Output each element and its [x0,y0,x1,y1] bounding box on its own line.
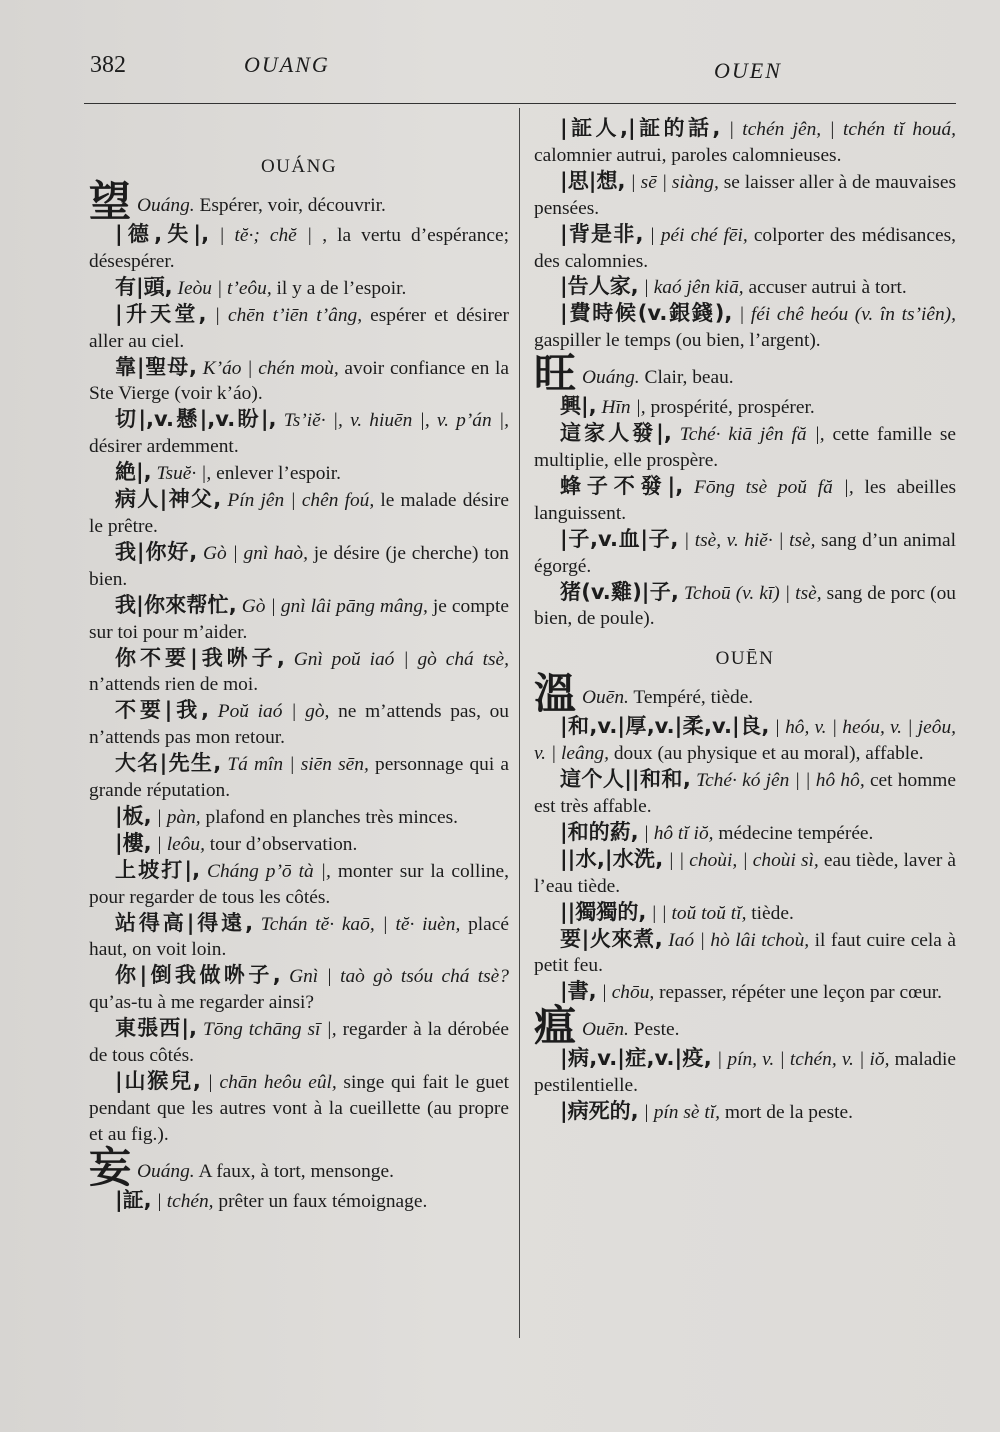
entry-definition: il faut cuire cela à petit feu. [534,929,956,977]
entry-chinese: |山猴兒, [115,1069,201,1093]
entry-chinese: |告人家, [560,274,639,299]
dictionary-entry [89,1016,509,1069]
entry-chinese: |樓, [115,830,152,855]
entry-definition: qu’as-tu à me regarder ainsi? [89,992,315,1014]
entry-definition: plafond en planches très minces. [205,806,459,828]
entry-chinese: 絶|, [115,460,152,485]
entry-chinese: 有|頭, [115,274,173,299]
headword-entry [89,177,509,226]
entry-chinese: |証, [115,1187,152,1212]
right-column [534,114,956,1126]
entry-chinese: 猪(v.雞)|子, [560,579,679,604]
entry-romanization: | hô tĭ iŏ, [643,822,714,844]
headword-gloss: Espérer, voir, découvrir. [199,195,386,216]
entry-chinese: |病,v.|症,v.|疫, [560,1046,712,1071]
entry-romanization: Tōng tchāng sī |, [202,1019,337,1041]
dictionary-entry [534,767,956,820]
entry-chinese: 蜂子不發|, [560,473,684,498]
entry-definition: ne m’attends pas, ou n’attends pas mon retour. [89,701,509,749]
entry-chinese: 我|你好, [115,539,198,564]
entry-chinese: 病人|神父, [115,487,222,512]
entry-romanization: Tché· kiā jên fă |, [679,424,825,446]
entry-definition: avoir confiance en la Ste Vierge (voir k’áo). [89,357,509,405]
entry-definition: médecine tempérée. [718,822,874,844]
headword-character: 妄 [89,1142,132,1192]
entry-romanization: Gnì | taò gò tsóu chá tsè? [289,966,509,988]
entry-romanization: Iaó | hò lâi tchoù, [668,929,810,951]
dictionary-entry [89,540,509,593]
entry-romanization: Pín jên | chên foú, [227,490,375,512]
dictionary-entry [534,394,956,421]
entry-chinese: 站得高|得遠, [115,910,254,935]
dictionary-entry [534,1046,956,1099]
entry-definition: sang de porc (ou bien, de poule). [534,582,956,630]
dictionary-entry [534,274,956,301]
dictionary-entry [534,169,956,222]
headword-entry [89,1142,509,1192]
entry-romanization: | tchén, [156,1190,214,1212]
entry-chinese: 上坡打|, [115,857,201,882]
entry-definition: se laisser aller à de mauvaises pensées. [534,171,956,219]
entry-chinese: |子,v.血|子, [560,526,679,551]
entry-definition: personnage qui a grande réputation. [89,754,509,802]
entry-chinese: |板, [115,803,152,828]
entry-romanization: Ieòu | t’eôu, [177,277,272,299]
entry-romanization: | pín, v. | tchén, v. | iŏ, [716,1049,890,1071]
entry-definition: cet homme est très affable. [534,770,956,818]
entry-definition: calomnier autrui, paroles calomnieuses. [534,144,842,166]
dictionary-entry [89,355,509,408]
entry-romanization: | sē | siàng, [630,171,719,193]
entry-chinese: 靠|聖母, [115,354,198,379]
dictionary-entry [89,858,509,911]
dictionary-entry [89,963,509,1016]
entry-definition: n’attends rien de moi. [89,674,259,696]
entry-chinese: ||獨獨的, [560,899,647,924]
dictionary-entry [89,487,509,540]
entry-romanization: Hīn |, [601,397,646,419]
entry-definition: doux (au physique et au moral), affable. [613,743,924,765]
dictionary-entry [89,275,509,302]
entry-chinese: |和的葯, [560,819,639,844]
entry-definition: cette famille se multiplie, elle prospère. [534,424,956,471]
headword-entry [534,1001,956,1051]
entry-chinese: |德,失|, [115,222,210,246]
entry-chinese: |和,v.|厚,v.|柔,v.|良, [560,714,770,739]
entry-definition: espérer et désirer aller au ciel. [89,304,509,352]
entry-chinese: 切|,v.懸|,v.盼|, [115,407,277,432]
entry-definition: colporter des médisances, des calomnies. [534,224,956,272]
entry-definition: il y a de l’espoir. [276,277,407,299]
dictionary-entry [89,593,509,646]
entry-definition: les abeilles languissent. [534,476,956,524]
entry-definition: le malade désire le prêtre. [89,490,509,537]
entry-chinese: 這家人發|, [560,421,672,446]
dictionary-entry [534,847,956,900]
running-head-right: OUEN [714,58,782,83]
entry-definition: prospérité, prospérer. [650,397,815,419]
dictionary-entry [534,421,956,474]
dictionary-entry [534,820,956,847]
dictionary-entry [534,527,956,580]
entry-definition: sang d’un animal égorgé. [534,529,956,577]
running-head-left: OUANG [244,52,330,77]
entry-definition: repasser, répéter une leçon par cœur. [659,982,943,1004]
dictionary-entry [89,911,509,964]
entry-chinese: 你不要|我𠰻子, [115,645,285,670]
entry-romanization: | chān heôu eûl, [207,1072,337,1093]
entry-definition: , la vertu d’espérance; désespérer. [89,225,509,272]
dictionary-entry [534,222,956,275]
dictionary-entry [89,646,509,699]
entry-romanization: | pàn, [156,806,201,828]
entry-chinese: |背是非, [560,221,644,246]
entry-definition: désirer ardemment. [89,436,239,458]
dictionary-entry [89,804,509,831]
entry-chinese: |思|想, [560,168,626,193]
headword-romanization: Ouēn. [582,687,629,709]
dictionary-entry [534,580,956,633]
section-heading: OUÁNG [260,156,338,177]
entry-romanization: Tché· kó jên | | hô hô, [696,770,865,792]
entry-romanization: K’áo | chén moù, [202,357,339,379]
entry-romanization: | chōu, [601,982,655,1004]
entry-chinese: 要|火來煮, [560,926,663,951]
entry-definition: monter sur la colline, pour regarder de tous les côtés. [89,860,509,908]
entry-definition: tour d’observation. [209,833,358,855]
headword-romanization: Ouēn. [582,1019,629,1041]
dictionary-entry [89,302,509,355]
entry-chinese: 大名|先生, [115,751,222,776]
entry-definition: accuser autrui à tort. [748,277,907,299]
entry-romanization: | kaó jên kiā, [643,277,744,299]
headword-entry [534,349,956,399]
entry-definition: prêter un faux témoignage. [218,1190,428,1212]
dictionary-entry [89,831,509,858]
headword-romanization: Ouáng. [582,367,640,389]
entry-chinese: 興|, [560,394,597,419]
entry-romanization: | tsè, v. hiĕ· | tsè, [683,529,816,551]
entry-definition: mort de la peste. [724,1102,853,1124]
entry-romanization: Gò | gnì lâi pāng mâng, [241,595,428,617]
entry-romanization: | leôu, [156,833,205,855]
entry-romanization: | péi ché fēi, [649,224,748,246]
dictionary-entry [534,301,956,354]
entry-chinese: |費時候(v.銀錢), [560,301,733,326]
entry-romanization: Gò | gnì haò, [203,542,308,564]
page-number: 382 [90,52,126,78]
entry-romanization: Ts’iĕ· |, v. hiuēn |, v. p’án |, [283,410,509,432]
headword-gloss: Clair, beau. [644,367,734,389]
entry-definition: singe qui fait le guet pendant que les autres vont à la cueillette (au propre et au fig.). [89,1072,509,1145]
entry-romanization: Cháng p’ō tà |, [207,860,331,882]
entry-chinese: |升天堂, [115,301,207,326]
headword-gloss: A faux, à tort, mensonge. [198,1160,394,1182]
entry-chinese: ||水,|水洗, [560,846,664,871]
headword-gloss: Peste. [633,1019,680,1041]
entry-romanization: Poŭ iaó | gò, [217,701,330,723]
entry-romanization: | hô, v. | heóu, v. | jeôu, v. | leâng, [534,717,956,765]
entry-romanization: Gnì poŭ iaó | gò chá tsè, [293,648,509,670]
headword-entry [534,669,956,719]
entry-definition: je compte sur toi pour m’aider. [89,595,509,643]
entry-definition: regarder à la dérobée de tous côtés. [89,1019,509,1067]
headword-character: 瘟 [534,1001,577,1051]
entry-romanization: | tchén jên, | tchén tĭ houá, [728,119,957,140]
left-column [89,114,509,1215]
entry-definition: gaspiller le temps (ou bien, l’argent). [534,330,821,352]
entry-romanization: Tchán tĕ· kaō, | tĕ· iuèn, [260,913,461,935]
entry-chinese: |病死的, [560,1099,639,1124]
entry-romanization: | chēn t’iēn t’âng, [214,304,363,326]
entry-chinese: 你|倒我做𠰻子, [115,963,281,988]
dictionary-entry [89,1188,509,1215]
entry-romanization: | pín sè tĭ, [643,1102,720,1124]
dictionary-entry [89,698,509,751]
page-header [80,52,960,92]
entry-romanization: Tchoū (v. kī) | tsè, [683,582,822,604]
entry-romanization: Fōng tsè poŭ fă |, [693,476,854,498]
header-rule [84,103,956,104]
entry-romanization: | tĕ·; chĕ | [219,225,313,246]
headword-character: 望 [89,177,132,226]
entry-chinese: |証人,|証的話, [560,116,721,140]
dictionary-entry [534,979,956,1006]
dictionary-entry [534,116,956,169]
entry-chinese: 我|你來帮忙, [115,592,237,617]
dictionary-entry [534,474,956,527]
dictionary-entry [89,407,509,460]
entry-chinese: 東張西|, [115,1016,197,1041]
entry-chinese: 這个人||和和, [560,767,691,792]
dictionary-entry [89,222,509,275]
dictionary-entry [89,460,509,487]
dictionary-entry [534,927,956,980]
headword-character: 旺 [534,349,577,399]
entry-definition: eau tiède, laver à l’eau tiède. [534,849,957,897]
dictionary-entry [534,714,956,767]
entry-romanization: | | choùi, | choùi sì, [668,849,819,871]
entry-definition: maladie pestilentielle. [534,1049,956,1097]
entry-chinese: 不要|我, [115,698,210,723]
entry-romanization: | féi chê heóu (v. în ts’iên), [738,304,956,326]
column-divider [519,108,520,1338]
dictionary-entry [534,1099,956,1126]
entry-definition: je désire (je cherche) ton bien. [89,542,509,590]
dictionary-entry [89,751,509,804]
headword-romanization: Ouáng. [137,1160,195,1182]
entry-definition: enlever l’espoir. [216,463,342,485]
entry-romanization: Tá mîn | siēn sēn, [227,754,369,776]
headword-romanization: Ouáng. [137,195,195,216]
dictionary-entry [534,900,956,927]
entry-romanization: | | toŭ toŭ tĭ, [651,902,747,924]
entry-definition: tiède. [751,902,794,924]
entry-definition: placé haut, on voit loin. [89,913,509,961]
headword-character: 溫 [534,669,577,719]
entry-chinese: |書, [560,979,597,1004]
headword-gloss: Tempéré, tiède. [633,687,754,709]
section-heading: OUĒN [715,648,775,670]
entry-romanization: Tsuĕ· |, [156,463,212,485]
dictionary-entry [89,1069,509,1148]
